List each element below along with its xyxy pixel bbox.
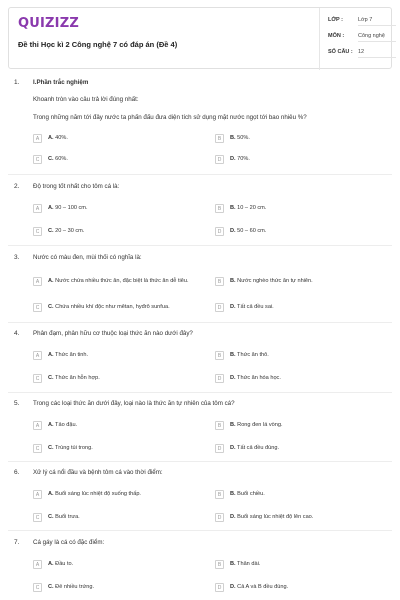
option-prefix: B. — [230, 352, 236, 358]
option-letter-box: B — [215, 490, 224, 499]
option-text: 50%. — [237, 135, 250, 141]
option-letter-box: C — [33, 227, 42, 236]
option-prefix: B. — [230, 278, 236, 284]
question-divider — [8, 392, 392, 393]
option-letter-box: C — [33, 155, 42, 164]
option-text: Thức ăn tinh. — [55, 352, 89, 358]
header-divider — [319, 8, 320, 70]
option-prefix: D. — [230, 228, 236, 234]
question-divider — [8, 461, 392, 462]
question-text: Trong những năm tới đây nước ta phấn đấu đưa diện tích sử dụng mặt nước ngọt tới bao nhiêu %? — [33, 114, 307, 121]
option-a[interactable] — [33, 134, 193, 143]
option-b[interactable] — [215, 277, 375, 286]
option-letter-box: B — [215, 134, 224, 143]
option-text: Tất cả đều đúng. — [237, 445, 280, 451]
option-text: 70%. — [237, 156, 250, 162]
question-number: 1. — [14, 79, 20, 86]
option-d[interactable] — [215, 513, 390, 522]
option-prefix: A. — [48, 135, 54, 141]
option-text: Trùng túi trong. — [55, 445, 93, 451]
option-letter-box: D — [215, 513, 224, 522]
option-letter-box: B — [215, 421, 224, 430]
question-divider — [8, 245, 392, 246]
option-prefix: D. — [230, 375, 236, 381]
option-b[interactable] — [215, 351, 375, 360]
option-prefix: B. — [230, 422, 236, 428]
option-text: 20 – 30 cm. — [55, 228, 85, 234]
option-prefix: B. — [230, 561, 236, 567]
option-b[interactable] — [215, 204, 375, 213]
option-c[interactable] — [33, 513, 193, 522]
option-letter-box: D — [215, 303, 224, 312]
question-number: 6. — [14, 469, 20, 476]
option-letter-box: B — [215, 277, 224, 286]
option-letter-box: D — [215, 583, 224, 592]
option-prefix: C. — [48, 228, 54, 234]
option-prefix: B. — [230, 135, 236, 141]
option-d[interactable] — [215, 374, 375, 383]
option-letter-box: C — [33, 303, 42, 312]
option-letter-box: C — [33, 583, 42, 592]
question-text: Nước có màu đen, mùi thối có nghĩa là: — [33, 254, 142, 261]
option-a[interactable] — [33, 490, 213, 499]
option-text: Đầu to. — [55, 561, 74, 567]
option-letter-box: D — [215, 227, 224, 236]
question-divider — [8, 530, 392, 531]
option-text: 50 – 60 cm. — [237, 228, 267, 234]
question-number: 3. — [14, 254, 20, 261]
question-text: Trong các loại thức ăn dưới đây, loại nào là thức ăn tự nhiên của tôm cá? — [33, 400, 235, 407]
option-a[interactable] — [33, 277, 213, 286]
option-text: Thức ăn thô. — [237, 352, 269, 358]
question-text: Cá gáy là cá có đặc điểm: — [33, 539, 105, 546]
option-text: Cả A và B đều đúng. — [237, 584, 289, 590]
option-text: Rong đen lá vòng. — [237, 422, 283, 428]
option-text: Thân dài. — [237, 561, 261, 567]
option-prefix: A. — [48, 422, 54, 428]
option-prefix: D. — [230, 514, 236, 520]
question-number: 5. — [14, 400, 20, 407]
worksheet-header — [8, 7, 392, 69]
option-text: Đẻ nhiều trứng. — [55, 584, 95, 590]
option-d[interactable] — [215, 303, 375, 312]
option-letter-box: B — [215, 351, 224, 360]
option-text: Thức ăn hóa học. — [237, 375, 281, 381]
option-text: Tảo đậu. — [55, 422, 78, 428]
option-c[interactable] — [33, 155, 193, 164]
question-number: 2. — [14, 183, 20, 190]
option-text: Nước nghèo thức ăn tự nhiên. — [237, 278, 313, 284]
option-text: Tất cả đều sai. — [237, 304, 274, 310]
option-a[interactable] — [33, 560, 193, 569]
option-letter-box: A — [33, 134, 42, 143]
option-text: Thức ăn hỗn hợp. — [55, 375, 100, 381]
option-c[interactable] — [33, 303, 213, 312]
option-prefix: D. — [230, 304, 236, 310]
meta-value-subject: Công nghệ — [358, 33, 396, 42]
option-letter-box: A — [33, 277, 42, 286]
option-prefix: A. — [48, 491, 54, 497]
option-prefix: A. — [48, 352, 54, 358]
meta-label-subject: MÔN : — [328, 33, 345, 39]
option-b[interactable] — [215, 560, 375, 569]
option-b[interactable] — [215, 421, 375, 430]
option-b[interactable] — [215, 134, 375, 143]
option-prefix: C. — [48, 304, 54, 310]
section-heading: I.Phần trắc nghiệm — [33, 79, 89, 86]
option-c[interactable] — [33, 583, 193, 592]
option-d[interactable] — [215, 227, 375, 236]
option-text: Buổi trưa. — [55, 514, 80, 520]
option-text: Chứa nhiều khí độc như mêtan, hyđrô sunfua. — [55, 304, 170, 310]
option-text: Buổi sáng lúc nhiệt độ xuống thấp. — [55, 491, 141, 497]
meta-label-class: LỚP : — [328, 17, 343, 23]
option-d[interactable] — [215, 155, 375, 164]
option-letter-box: C — [33, 513, 42, 522]
option-prefix: A. — [48, 278, 54, 284]
option-prefix: B. — [230, 205, 236, 211]
question-text: Độ trong tốt nhất cho tôm cá là: — [33, 183, 120, 190]
question-divider — [8, 174, 392, 175]
option-text: Buổi sáng lúc nhiệt độ lên cao. — [237, 514, 314, 520]
option-letter-box: D — [215, 155, 224, 164]
meta-value-question-count: 12 — [358, 49, 396, 58]
page-title: Đề thi Học kì 2 Công nghệ 7 có đáp án (Đề 4) — [18, 40, 178, 49]
option-letter-box: A — [33, 560, 42, 569]
option-letter-box: A — [33, 490, 42, 499]
option-text: 10 – 20 cm. — [237, 205, 267, 211]
option-prefix: C. — [48, 584, 54, 590]
option-d[interactable] — [215, 444, 375, 453]
option-letter-box: C — [33, 374, 42, 383]
option-prefix: B. — [230, 491, 236, 497]
option-prefix: C. — [48, 514, 54, 520]
option-text: 60%. — [55, 156, 68, 162]
question-instruction: Khoanh tròn vào câu trả lời đúng nhất: — [33, 96, 139, 103]
meta-label-question-count: SỐ CÂU : — [328, 49, 353, 55]
option-c[interactable] — [33, 227, 193, 236]
option-a[interactable] — [33, 351, 193, 360]
option-prefix: C. — [48, 375, 54, 381]
option-b[interactable] — [215, 490, 375, 499]
question-number: 7. — [14, 539, 20, 546]
option-letter-box: C — [33, 444, 42, 453]
question-text: Xử lý cá nổi đầu và bệnh tôm cá vào thời điểm: — [33, 469, 163, 476]
option-prefix: C. — [48, 445, 54, 451]
option-letter-box: A — [33, 204, 42, 213]
option-letter-box: D — [215, 444, 224, 453]
meta-value-class: Lớp 7 — [358, 17, 396, 26]
question-divider — [8, 322, 392, 323]
option-prefix: D. — [230, 445, 236, 451]
option-text: Nước chứa nhiều thức ăn, đặc biệt là thức ăn dễ tiêu. — [55, 278, 189, 284]
option-prefix: D. — [230, 584, 236, 590]
question-number: 4. — [14, 330, 20, 337]
option-text: Buổi chiều. — [237, 491, 265, 497]
option-d[interactable] — [215, 583, 375, 592]
option-letter-box: A — [33, 421, 42, 430]
option-a[interactable] — [33, 204, 193, 213]
option-letter-box: B — [215, 204, 224, 213]
option-text: 90 – 100 cm. — [55, 205, 88, 211]
option-letter-box: A — [33, 351, 42, 360]
option-prefix: C. — [48, 156, 54, 162]
option-prefix: A. — [48, 205, 54, 211]
option-text: 40%. — [55, 135, 68, 141]
option-a[interactable] — [33, 421, 193, 430]
option-c[interactable] — [33, 374, 193, 383]
option-letter-box: B — [215, 560, 224, 569]
option-c[interactable] — [33, 444, 193, 453]
option-prefix: A. — [48, 561, 54, 567]
option-prefix: D. — [230, 156, 236, 162]
option-letter-box: D — [215, 374, 224, 383]
quizizz-logo: QUIZIZZ — [18, 16, 79, 31]
question-text: Phân đạm, phân hữu cơ thuộc loại thức ăn nào dưới đây? — [33, 330, 193, 337]
